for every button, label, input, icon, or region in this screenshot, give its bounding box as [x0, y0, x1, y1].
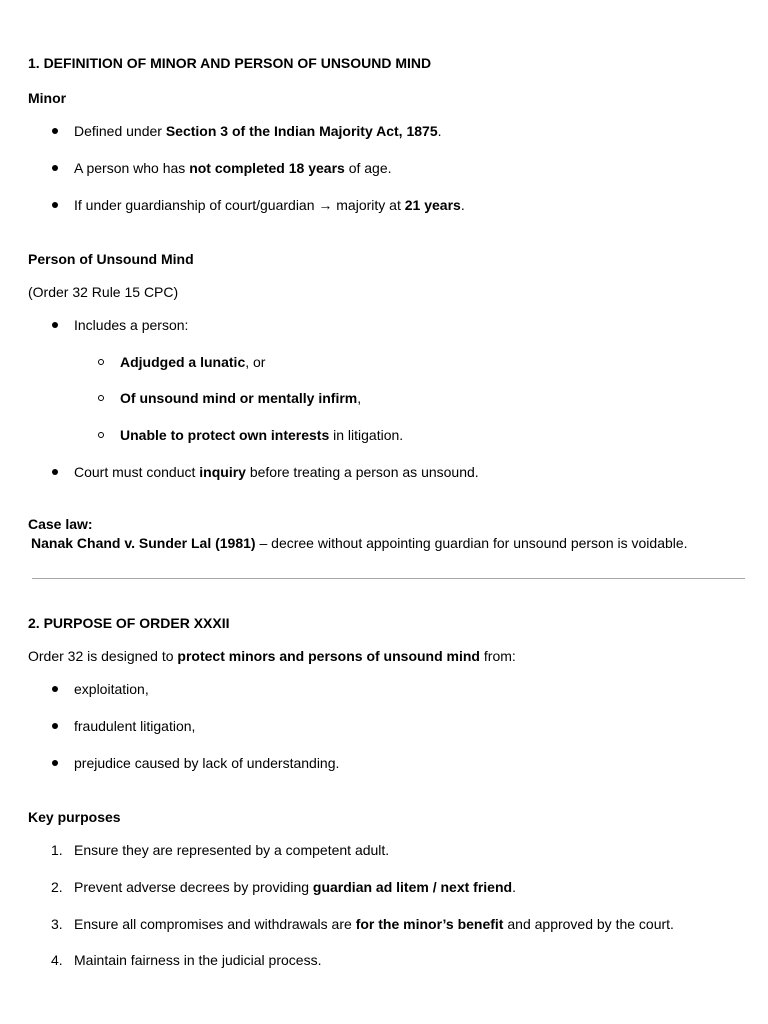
- key-purposes-title: Key purposes: [28, 809, 121, 825]
- purpose-2-bold: guardian ad litem / next friend: [312, 879, 513, 895]
- purpose-number-4: 4.: [51, 952, 63, 968]
- unsound-item-2-bold: inquiry: [199, 464, 246, 480]
- section2-item-3: prejudice caused by lack of understanding.: [74, 755, 340, 771]
- section2-item-2: fraudulent litigation,: [74, 718, 196, 734]
- purpose-4-text: Maintain fairness in the judicial process.: [74, 952, 322, 968]
- purpose-2-text: Prevent adverse decrees by providing: [74, 879, 313, 895]
- unsound-item-1: Includes a person:: [74, 317, 189, 333]
- unsound-subitem-1: [120, 353, 265, 371]
- purpose-3-bold: for the minor’s benefit: [355, 916, 504, 932]
- section2-intro-text: Order 32 is designed to: [28, 648, 178, 664]
- caselaw-case-description: – decree without appointing guardian for unsound person is voidable.: [255, 535, 688, 551]
- purpose-item-2: [74, 878, 516, 896]
- minor-item-3-bold: 21 years: [404, 197, 461, 213]
- caselaw-entry: [31, 534, 688, 552]
- unsound-title: Person of Unsound Mind: [28, 251, 194, 267]
- purpose-1-text: Ensure they are represented by a competent adult.: [74, 842, 390, 858]
- section2-intro-post: from:: [480, 648, 516, 664]
- bullet-icon: [52, 128, 58, 134]
- section2-heading: 2. PURPOSE OF ORDER XXXII: [28, 615, 230, 631]
- bullet-icon: [52, 322, 58, 328]
- unsound-subitem-3-post: in litigation.: [329, 427, 404, 443]
- unsound-subitem-2: [120, 389, 361, 407]
- purpose-item-4: [74, 951, 321, 969]
- unsound-item-2-text: Court must conduct: [74, 464, 200, 480]
- circle-bullet-icon: [98, 432, 104, 438]
- section1-heading: 1. DEFINITION OF MINOR AND PERSON OF UNSOUND MIND: [28, 55, 432, 71]
- minor-item-3-post: .: [460, 197, 465, 213]
- minor-item-1-text: Defined under: [74, 123, 166, 139]
- circle-bullet-icon: [98, 395, 104, 401]
- unsound-subitem-2-post: ,: [357, 390, 362, 406]
- section2-intro-bold: protect minors and persons of unsound mind: [177, 648, 480, 664]
- unsound-item-2: [74, 463, 479, 481]
- unsound-reference: (Order 32 Rule 15 CPC): [28, 284, 179, 300]
- bullet-icon: [52, 469, 58, 475]
- minor-item-1-bold: Section 3 of the Indian Majority Act, 1875: [165, 123, 438, 139]
- unsound-subitem-2-bold: Of unsound mind or mentally infirm: [120, 390, 358, 406]
- purpose-number-1: 1.: [51, 842, 63, 858]
- bullet-icon: [52, 202, 58, 208]
- caselaw-label: Case law:: [28, 516, 93, 532]
- unsound-subitem-1-post: , or: [245, 354, 266, 370]
- purpose-number-2: 2.: [51, 879, 63, 895]
- purpose-item-1: [74, 841, 389, 859]
- purpose-3-text: Ensure all compromises and withdrawals are: [74, 916, 356, 932]
- unsound-item-2-post: before treating a person as unsound.: [245, 464, 479, 480]
- minor-title: Minor: [28, 90, 67, 106]
- purpose-2-post: .: [512, 879, 516, 895]
- minor-item-2-bold: not completed 18 years: [189, 160, 345, 176]
- minor-item-1-post: .: [437, 123, 442, 139]
- bullet-icon: [52, 686, 58, 692]
- unsound-subitem-3-bold: Unable to protect own interests: [120, 427, 330, 443]
- bullet-icon: [52, 760, 58, 766]
- purpose-item-3: [74, 915, 674, 933]
- bullet-icon: [52, 165, 58, 171]
- unsound-subitem-3: [120, 426, 403, 444]
- minor-item-3: [74, 196, 465, 214]
- caselaw-case-name: Nanak Chand v. Sunder Lal (1981): [31, 535, 256, 551]
- section2-item-1: exploitation,: [74, 681, 149, 697]
- minor-item-2-text: A person who has: [74, 160, 190, 176]
- section-divider: [32, 578, 745, 579]
- unsound-subitem-1-bold: Adjudged a lunatic: [120, 354, 246, 370]
- purpose-3-post: and approved by the court.: [503, 916, 674, 932]
- minor-item-2-post: of age.: [344, 160, 392, 176]
- bullet-icon: [52, 723, 58, 729]
- minor-item-3-text: If under guardianship of court/guardian → majority at: [74, 197, 405, 213]
- minor-item-2: [74, 159, 392, 177]
- purpose-number-3: 3.: [51, 916, 63, 932]
- circle-bullet-icon: [98, 359, 104, 365]
- section2-intro: [28, 647, 516, 665]
- minor-item-1: [74, 122, 442, 140]
